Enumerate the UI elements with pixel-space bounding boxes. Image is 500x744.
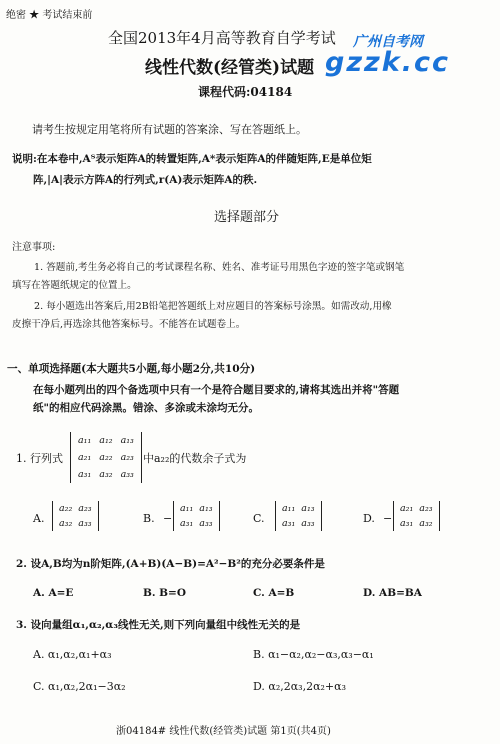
q3-option-a: A. α₁,α₂,α₁+α₃ <box>33 648 112 661</box>
q1-option-a-label: A. <box>33 512 45 525</box>
q1-option-b-entry: a₁₃ <box>199 503 213 514</box>
attention-item2-line1: 2. 每小题选出答案后,用2B铅笔把答题纸上对应题目的答案标号涂黑。如需改动,用橡 <box>34 301 392 312</box>
q1-option-a-entry: a₃₂ <box>59 518 73 529</box>
q3-option-c: C. α₁,α₂,2α₁−3α₂ <box>33 680 126 693</box>
q1-option-a-determinant <box>52 501 99 531</box>
answer-instruction: 请考生按规定用笔将所有试题的答案涂、写在答题纸上。 <box>32 123 307 136</box>
q1-option-b-entry: a₁₁ <box>180 503 194 514</box>
q2-option-b: B. B=O <box>143 587 187 599</box>
attention-item1-line2: 填写在答题纸规定的位置上。 <box>12 280 137 291</box>
exam-title-line2: 线性代数(经管类)试题 <box>145 58 315 78</box>
q1-determinant-entry: a₁₃ <box>120 435 134 446</box>
q3-option-b: B. α₁−α₂,α₂−α₃,α₃−α₁ <box>253 648 374 661</box>
attention-item1-line1: 1. 答题前,考生务必将自己的考试课程名称、姓名、准考证号用黑色字迹的签字笔或钢笔 <box>34 262 405 273</box>
notation-note-line1: 说明:在本卷中,Aᵀ表示矩阵A的转置矩阵,A*表示矩阵A的伴随矩阵,E是单位矩 <box>12 153 372 165</box>
q1-determinant-entry: a₂₃ <box>120 452 134 463</box>
q1-option-d-sign: − <box>383 512 393 525</box>
q1-determinant <box>70 432 142 483</box>
q1-option-c-entry: a₃₁ <box>282 518 296 529</box>
part1-heading: 一、单项选择题(本大题共5小题,每小题2分,共10分) <box>7 363 256 375</box>
exam-title-line1: 全国2013年4月高等教育自学考试 <box>108 29 336 47</box>
q1-determinant-entry: a₃₃ <box>120 469 134 480</box>
q1-option-c-entry: a₁₃ <box>301 503 315 514</box>
attention-heading: 注意事项: <box>12 242 56 253</box>
q1-determinant-entry: a₃₁ <box>78 469 92 480</box>
q1-option-d-entry: a₂₃ <box>419 503 433 514</box>
section-title: 选择题部分 <box>214 210 280 225</box>
q1-option-d-entry: a₃₁ <box>400 518 414 529</box>
page-footer: 浙04184# 线性代数(经管类)试题 第1页(共4页) <box>116 726 331 737</box>
q2-option-a: A. A=E <box>33 587 74 599</box>
watermark-site-name: 广州自考网 <box>353 34 423 50</box>
q1-prefix: 1. 行列式 <box>16 452 63 465</box>
q2-option-d: D. AB=BA <box>363 587 422 599</box>
q1-option-c-determinant <box>275 501 322 531</box>
q1-option-b-entry: a₃₃ <box>199 518 213 529</box>
q1-option-c-label: C. <box>253 512 265 525</box>
q1-option-d-entry: a₃₂ <box>419 518 433 529</box>
q1-suffix: 中a₂₂的代数余子式为 <box>143 452 247 465</box>
q1-option-b-label: B. <box>143 512 155 525</box>
q1-option-c-entry: a₁₁ <box>282 503 296 514</box>
q1-option-c-entry: a₃₃ <box>301 518 315 529</box>
confidential-label: 绝密 ★ 考试结束前 <box>6 10 93 21</box>
q1-determinant-entry: a₁₁ <box>78 435 92 446</box>
q3-option-d: D. α₂,2α₃,2α₂+α₃ <box>253 680 346 693</box>
q1-determinant-entry: a₂₂ <box>99 452 113 463</box>
watermark-url: gzzk.cc <box>325 47 450 78</box>
part1-description-line2: 纸"的相应代码涂黑。错涂、多涂或未涂均无分。 <box>33 402 259 414</box>
q1-determinant-entry: a₁₂ <box>99 435 113 446</box>
q1-option-b-entry: a₃₁ <box>180 518 194 529</box>
q1-option-d-label: D. <box>363 512 375 525</box>
q1-option-d-determinant <box>393 501 440 531</box>
q1-option-a-entry: a₂₂ <box>59 503 73 514</box>
notation-note-line2: 阵,|A|表示方阵A的行列式,r(A)表示矩阵A的秩. <box>33 174 258 186</box>
q1-option-b-determinant <box>173 501 220 531</box>
q2-option-c: C. A=B <box>253 587 295 599</box>
q3-stem: 3. 设向量组α₁,α₂,α₃线性无关,则下列向量组中线性无关的是 <box>16 619 301 631</box>
q1-option-d-entry: a₂₁ <box>400 503 414 514</box>
q1-option-b-sign: − <box>163 512 173 525</box>
attention-item2-line2: 皮擦干净后,再选涂其他答案标号。不能答在试题卷上。 <box>12 319 246 330</box>
q1-determinant-entry: a₂₁ <box>78 452 92 463</box>
q2-stem: 2. 设A,B均为n阶矩阵,(A+B)(A−B)=A²−B²的充分必要条件是 <box>16 558 325 570</box>
q1-option-a-entry: a₂₃ <box>78 503 92 514</box>
q1-determinant-entry: a₃₂ <box>99 469 113 480</box>
course-code: 课程代码:04184 <box>198 85 293 99</box>
q1-option-a-entry: a₃₃ <box>78 518 92 529</box>
part1-description-line1: 在每小题列出的四个备选项中只有一个是符合题目要求的,请将其选出并将"答题 <box>33 384 400 396</box>
